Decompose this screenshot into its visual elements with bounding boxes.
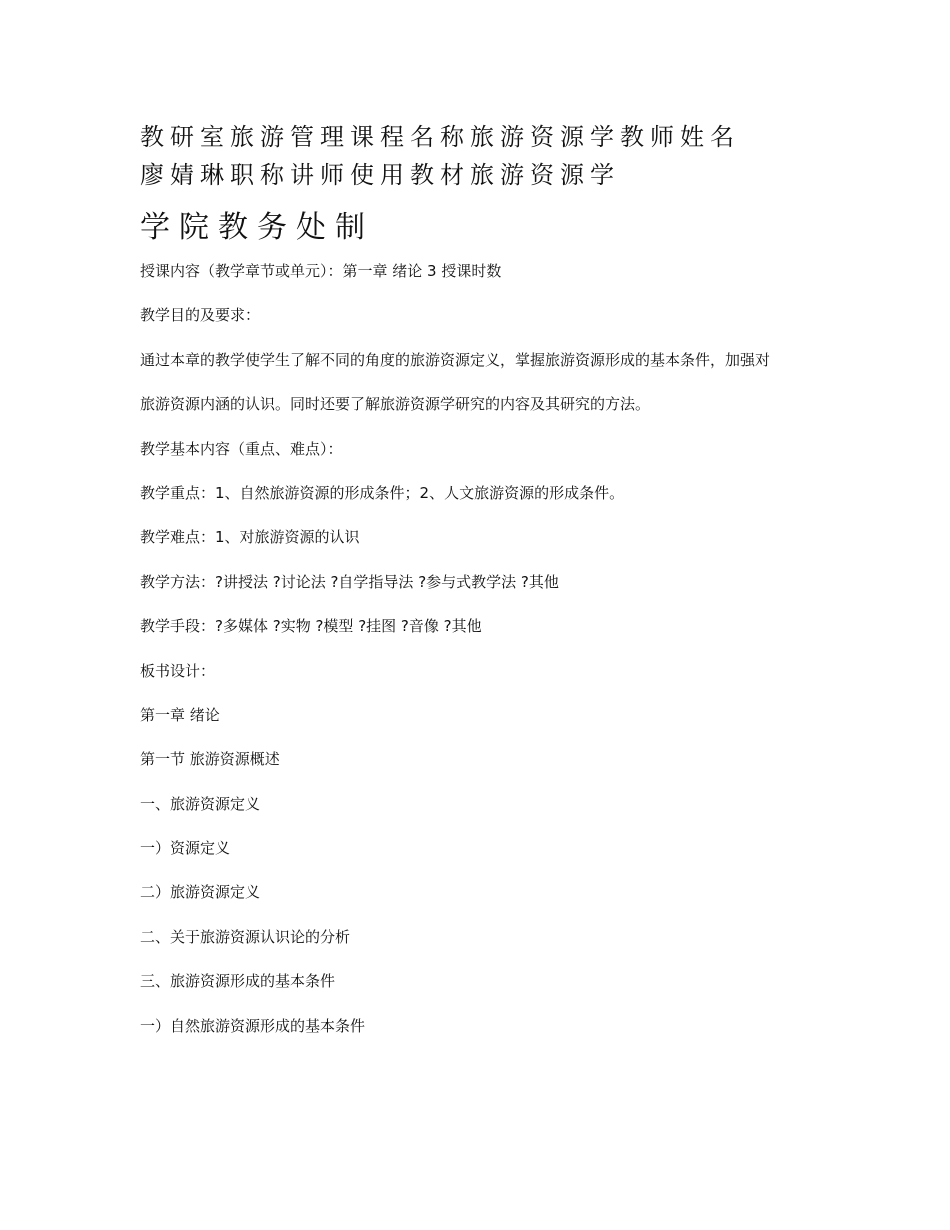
- teaching-methods-line: 教学方法：?讲授法 ?讨论法 ?自学指导法 ?参与式教学法 ?其他: [140, 572, 559, 591]
- outline-item: 一、旅游资源定义: [140, 794, 261, 813]
- teaching-means-line: 教学手段：?多媒体 ?实物 ?模型 ?挂图 ?音像 ?其他: [140, 617, 482, 636]
- header-line-2: 廖婧琳职称讲师使用教材旅游资源学: [140, 161, 620, 189]
- section-title: 第一节 旅游资源概述: [140, 750, 280, 769]
- teaching-goal-text-2: 旅游资源内涵的认识。同时还要了解旅游资源学研究的内容及其研究的方法。: [140, 395, 651, 414]
- difficult-points-line: 教学难点：1、对旅游资源的认识: [140, 528, 360, 547]
- outline-item: 二、关于旅游资源认识论的分析: [140, 927, 351, 946]
- outline-item: 二）旅游资源定义: [140, 883, 261, 902]
- college-title: 学院教务处制: [140, 210, 374, 245]
- header-line-1: 教研室旅游管理课程名称旅游资源学教师姓名: [140, 123, 740, 151]
- teaching-goal-heading: 教学目的及要求：: [140, 306, 261, 325]
- board-design-heading: 板书设计：: [140, 661, 216, 680]
- teaching-content-line: 授课内容（教学章节或单元）：第一章 绪论 3 授课时数: [140, 262, 502, 280]
- document-page: [140, 118, 830, 1059]
- chapter-title: 第一章 绪论: [140, 705, 220, 724]
- outline-item: 三、旅游资源形成的基本条件: [140, 972, 336, 991]
- basic-content-heading: 教学基本内容（重点、难点）：: [140, 439, 343, 458]
- teaching-goal-text: 通过本章的教学使学生了解不同的角度的旅游资源定义，掌握旅游资源形成的基本条件，加强对: [140, 350, 771, 369]
- outline-item: 一）资源定义: [140, 839, 231, 858]
- key-points-line: 教学重点：1、自然旅游资源的形成条件；2、人文旅游资源的形成条件。: [140, 483, 625, 502]
- outline-item: 一）自然旅游资源形成的基本条件: [140, 1016, 366, 1035]
